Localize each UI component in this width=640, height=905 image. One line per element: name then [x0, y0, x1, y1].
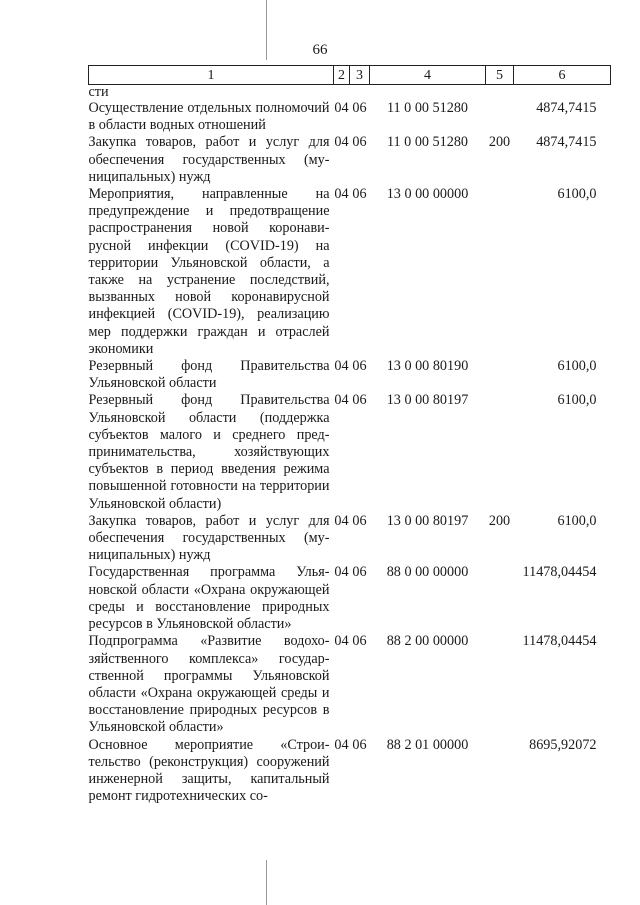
row-name: Осуществление отдельных полномочий в области водных отношений: [88, 100, 330, 134]
table-row: [89, 186, 611, 358]
row-pr: 06: [352, 564, 367, 581]
row-name: Закупка товаров, работ и услуг для обеспечения государственных (муниципальных) нужд: [88, 512, 330, 564]
table-row: [89, 392, 611, 512]
row-vr: [486, 358, 514, 392]
row-sum: 4874,7415: [536, 134, 597, 151]
row-name: Резервный фонд Правительства Ульяновской области (поддержка субъектов малого и среднего предпринимательства, хозяйствующих субъектов в период введения режима повышенной готовности на территории Ульяновской области): [88, 392, 330, 512]
row-csr: 88 2 01 00000: [386, 736, 469, 753]
row-pr: 06: [352, 633, 367, 650]
row-csr: 88 2 00 00000: [386, 633, 469, 650]
row-csr: 88 0 00 00000: [386, 564, 469, 581]
row-name: Основное мероприятие «Строительство (реконструкция) сооружений инженерной защиты, капитальный ремонт гидротехнических со-: [88, 736, 330, 805]
row-vr: [486, 100, 514, 134]
scan-margin-mark: [266, 0, 267, 60]
row-vr: 200: [488, 512, 511, 529]
row-rz: 04: [334, 186, 349, 203]
row-rz: 04: [334, 633, 349, 650]
row-rz: 04: [334, 358, 349, 375]
row-rz: 04: [334, 564, 349, 581]
row-sum: 8695,92072: [529, 736, 597, 753]
row-name: Резервный фонд Правительства Ульяновской области: [88, 358, 330, 392]
header-col-6: 6: [514, 66, 611, 85]
table-body: [89, 85, 611, 806]
row-pr: 06: [352, 186, 367, 203]
row-name-fragment: сти: [88, 84, 109, 100]
header-col-5: 5: [486, 66, 514, 85]
row-csr: 13 0 00 80197: [386, 512, 469, 529]
row-rz: 04: [334, 392, 349, 409]
table-row: [89, 100, 611, 134]
page-number: 66: [312, 42, 328, 58]
row-sum: 6100,0: [557, 186, 597, 203]
row-pr: 06: [352, 134, 367, 151]
row-sum: 6100,0: [557, 512, 597, 529]
table-row: [89, 358, 611, 392]
table-row-fragment: [89, 85, 611, 101]
row-rz: 04: [334, 512, 349, 529]
row-pr: 06: [352, 100, 367, 116]
row-csr: 11 0 00 51280: [386, 100, 469, 116]
row-rz: 04: [334, 134, 349, 151]
row-vr: [486, 186, 514, 358]
row-name: Закупка товаров, работ и услуг для обеспечения государственных (муниципальных) нужд: [88, 134, 330, 185]
row-name: Мероприятия, направленные на предупреждение и предотвращение распространения новой коронавирусной инфекции (COVID-19) на территории Ульяновской области, а также на устранение последствий, вызванных новой коронавирусной инфекцией (COVID-19), реализацию мер поддержки граждан и отраслей экономики: [88, 186, 330, 357]
table-row: [89, 564, 611, 633]
row-csr: 13 0 00 00000: [386, 186, 469, 203]
row-pr: 06: [352, 736, 367, 753]
row-vr: [486, 392, 514, 512]
row-rz: 04: [334, 736, 349, 753]
table-header-row: [89, 66, 611, 85]
table-row: [89, 737, 611, 806]
row-csr: 13 0 00 80197: [386, 392, 469, 409]
row-name: Государственная программа Ульяновской области «Охрана окружающей среды и восстановление природных ресурсов в Ульяновской области»: [88, 564, 330, 633]
row-rz: 04: [334, 100, 349, 116]
row-sum: 11478,04454: [522, 564, 597, 581]
table-row: [89, 513, 611, 565]
budget-table: [88, 65, 611, 805]
table-row: [89, 134, 611, 186]
row-csr: 11 0 00 51280: [386, 134, 469, 151]
row-pr: 06: [352, 512, 367, 529]
row-pr: 06: [352, 392, 367, 409]
row-csr: 13 0 00 80190: [386, 358, 469, 375]
row-vr: 200: [488, 134, 511, 151]
table-row: [89, 633, 611, 736]
row-sum: 11478,04454: [522, 633, 597, 650]
row-name: Подпрограмма «Развитие водохозяйственного комплекса» государственной программы Ульяновской области «Охрана окружающей среды и восстановление природных ресурсов в Ульяновской области»: [88, 633, 330, 736]
header-col-3: 3: [350, 66, 370, 85]
row-vr: [486, 633, 514, 736]
row-sum: 6100,0: [557, 358, 597, 375]
header-col-2: 2: [334, 66, 350, 85]
row-vr: [486, 737, 514, 806]
header-col-4: 4: [370, 66, 486, 85]
row-vr: [486, 564, 514, 633]
row-sum: 4874,7415: [536, 100, 597, 116]
scan-margin-mark: [266, 860, 267, 905]
row-sum: 6100,0: [557, 392, 597, 409]
header-col-1: 1: [89, 66, 334, 85]
row-pr: 06: [352, 358, 367, 375]
